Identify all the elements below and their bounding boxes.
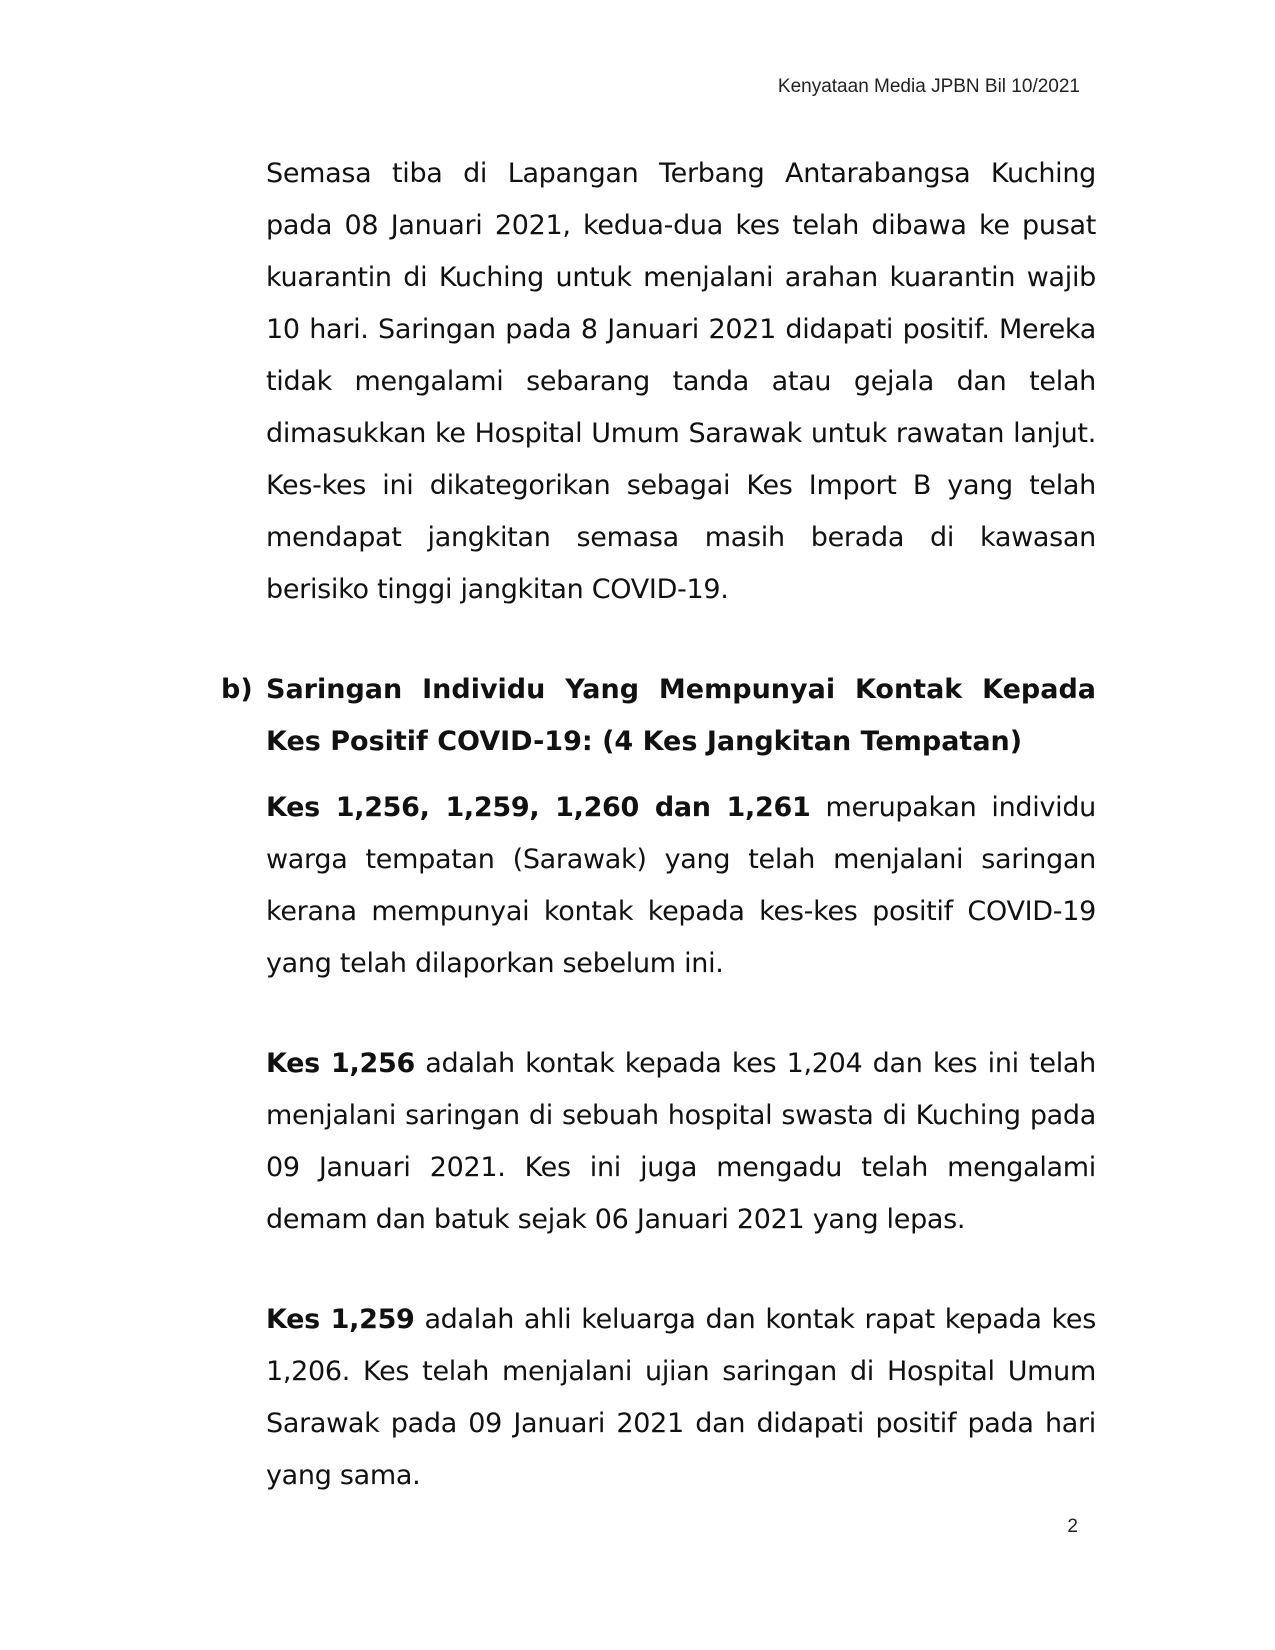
case-1259-text: adalah ahli keluarga dan kontak rapat kepada kes 1,206. Kes telah menjalani ujian saringan di Hospital Umum Sarawak pada 09 Januari 2021 dan didapati positif pada hari yang sama. bbox=[266, 1304, 1096, 1491]
page-number: 2 bbox=[1067, 1516, 1078, 1537]
paragraph-import-cases: Semasa tiba di Lapangan Terbang Antarabangsa Kuching pada 08 Januari 2021, kedua-dua kes telah dibawa ke pusat kuarantin di Kuching untuk menjalani arahan kuarantin wajib 10 hari. Saringan pada 8 Januari 2021 didapati positif. Mereka tidak mengalami sebarang tanda atau gejala dan telah dimasukkan ke Hospital Umum Sarawak untuk rawatan lanjut. Kes-kes ini dikategorikan sebagai Kes Import B yang telah mendapat jangkitan semasa masih berada di kawasan berisiko tinggi jangkitan COVID-19. bbox=[266, 158, 1096, 605]
case-1256-bold: Kes 1,256 bbox=[266, 1048, 415, 1079]
paragraph-case-1256 bbox=[266, 1038, 1096, 1246]
case-1259-bold: Kes 1,259 bbox=[266, 1304, 415, 1335]
section-b-heading bbox=[221, 664, 1096, 768]
paragraph-local-cases-text: merupakan individu warga tempatan (Sarawak) yang telah menjalani saringan kerana mempunyai kontak kepada kes-kes positif COVID-19 yang telah dilaporkan sebelum ini. bbox=[266, 792, 1096, 979]
case-1256-text: adalah kontak kepada kes 1,204 dan kes ini telah menjalani saringan di sebuah hospital swasta di Kuching pada 09 Januari 2021. Kes ini juga mengadu telah mengalami demam dan batuk sejak 06 Januari 2021 yang lepas. bbox=[266, 1048, 1096, 1235]
paragraph-local-cases-intro bbox=[266, 782, 1096, 990]
document-body bbox=[221, 148, 1096, 1502]
section-b-marker: b) bbox=[221, 674, 253, 705]
section-b-title: Saringan Individu Yang Mempunyai Kontak Kepada Kes Positif COVID-19: (4 Kes Jangkitan Tempatan) bbox=[266, 674, 1096, 757]
document-header: Kenyataan Media JPBN Bil 10/2021 bbox=[777, 76, 1080, 97]
paragraph-case-1259 bbox=[266, 1294, 1096, 1502]
paragraph-local-cases-bold: Kes 1,256, 1,259, 1,260 dan 1,261 bbox=[266, 792, 811, 823]
